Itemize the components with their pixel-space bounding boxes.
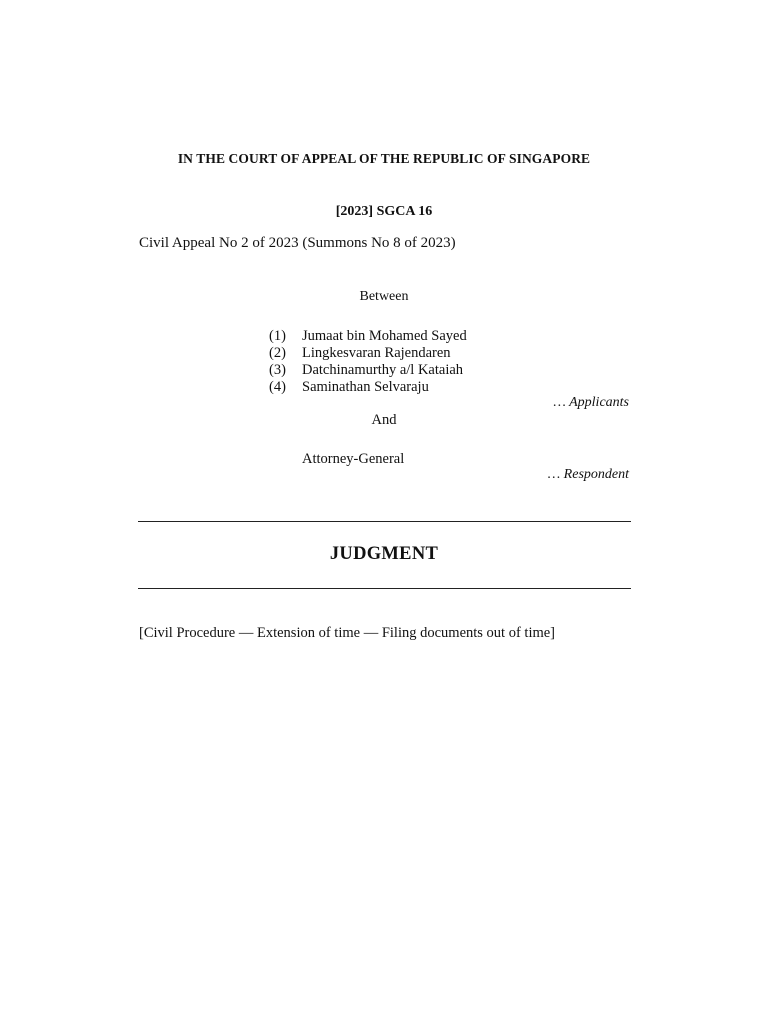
- list-item: [269, 328, 467, 345]
- applicants-role: … Applicants: [553, 395, 629, 410]
- applicant-name: Saminathan Selvaraju: [302, 379, 429, 395]
- applicant-name: Lingkesvaran Rajendaren: [302, 345, 451, 361]
- court-heading: IN THE COURT OF APPEAL OF THE REPUBLIC OF SINGAPORE: [177, 151, 591, 166]
- party-number: (3): [269, 362, 286, 378]
- applicants-list: [269, 328, 467, 396]
- list-item: [269, 345, 467, 362]
- divider-bottom: [138, 588, 631, 589]
- party-number: (1): [269, 328, 286, 344]
- between-label: Between: [359, 289, 409, 304]
- applicant-name: Jumaat bin Mohamed Sayed: [302, 328, 467, 344]
- list-item: [269, 379, 467, 396]
- respondent-name: Attorney-General: [302, 451, 405, 467]
- list-item: [269, 362, 467, 379]
- catchwords: [Civil Procedure — Extension of time — Filing documents out of time]: [139, 625, 556, 641]
- respondent-role: … Respondent: [547, 467, 629, 482]
- party-number: (2): [269, 345, 286, 361]
- party-number: (4): [269, 379, 286, 395]
- case-citation: [2023] SGCA 16: [335, 204, 433, 219]
- case-number: Civil Appeal No 2 of 2023 (Summons No 8 of 2023): [139, 235, 456, 251]
- applicant-name: Datchinamurthy a/l Kataiah: [302, 362, 464, 378]
- and-label: And: [371, 412, 397, 428]
- document-title: JUDGMENT: [329, 544, 439, 564]
- divider-top: [138, 521, 631, 522]
